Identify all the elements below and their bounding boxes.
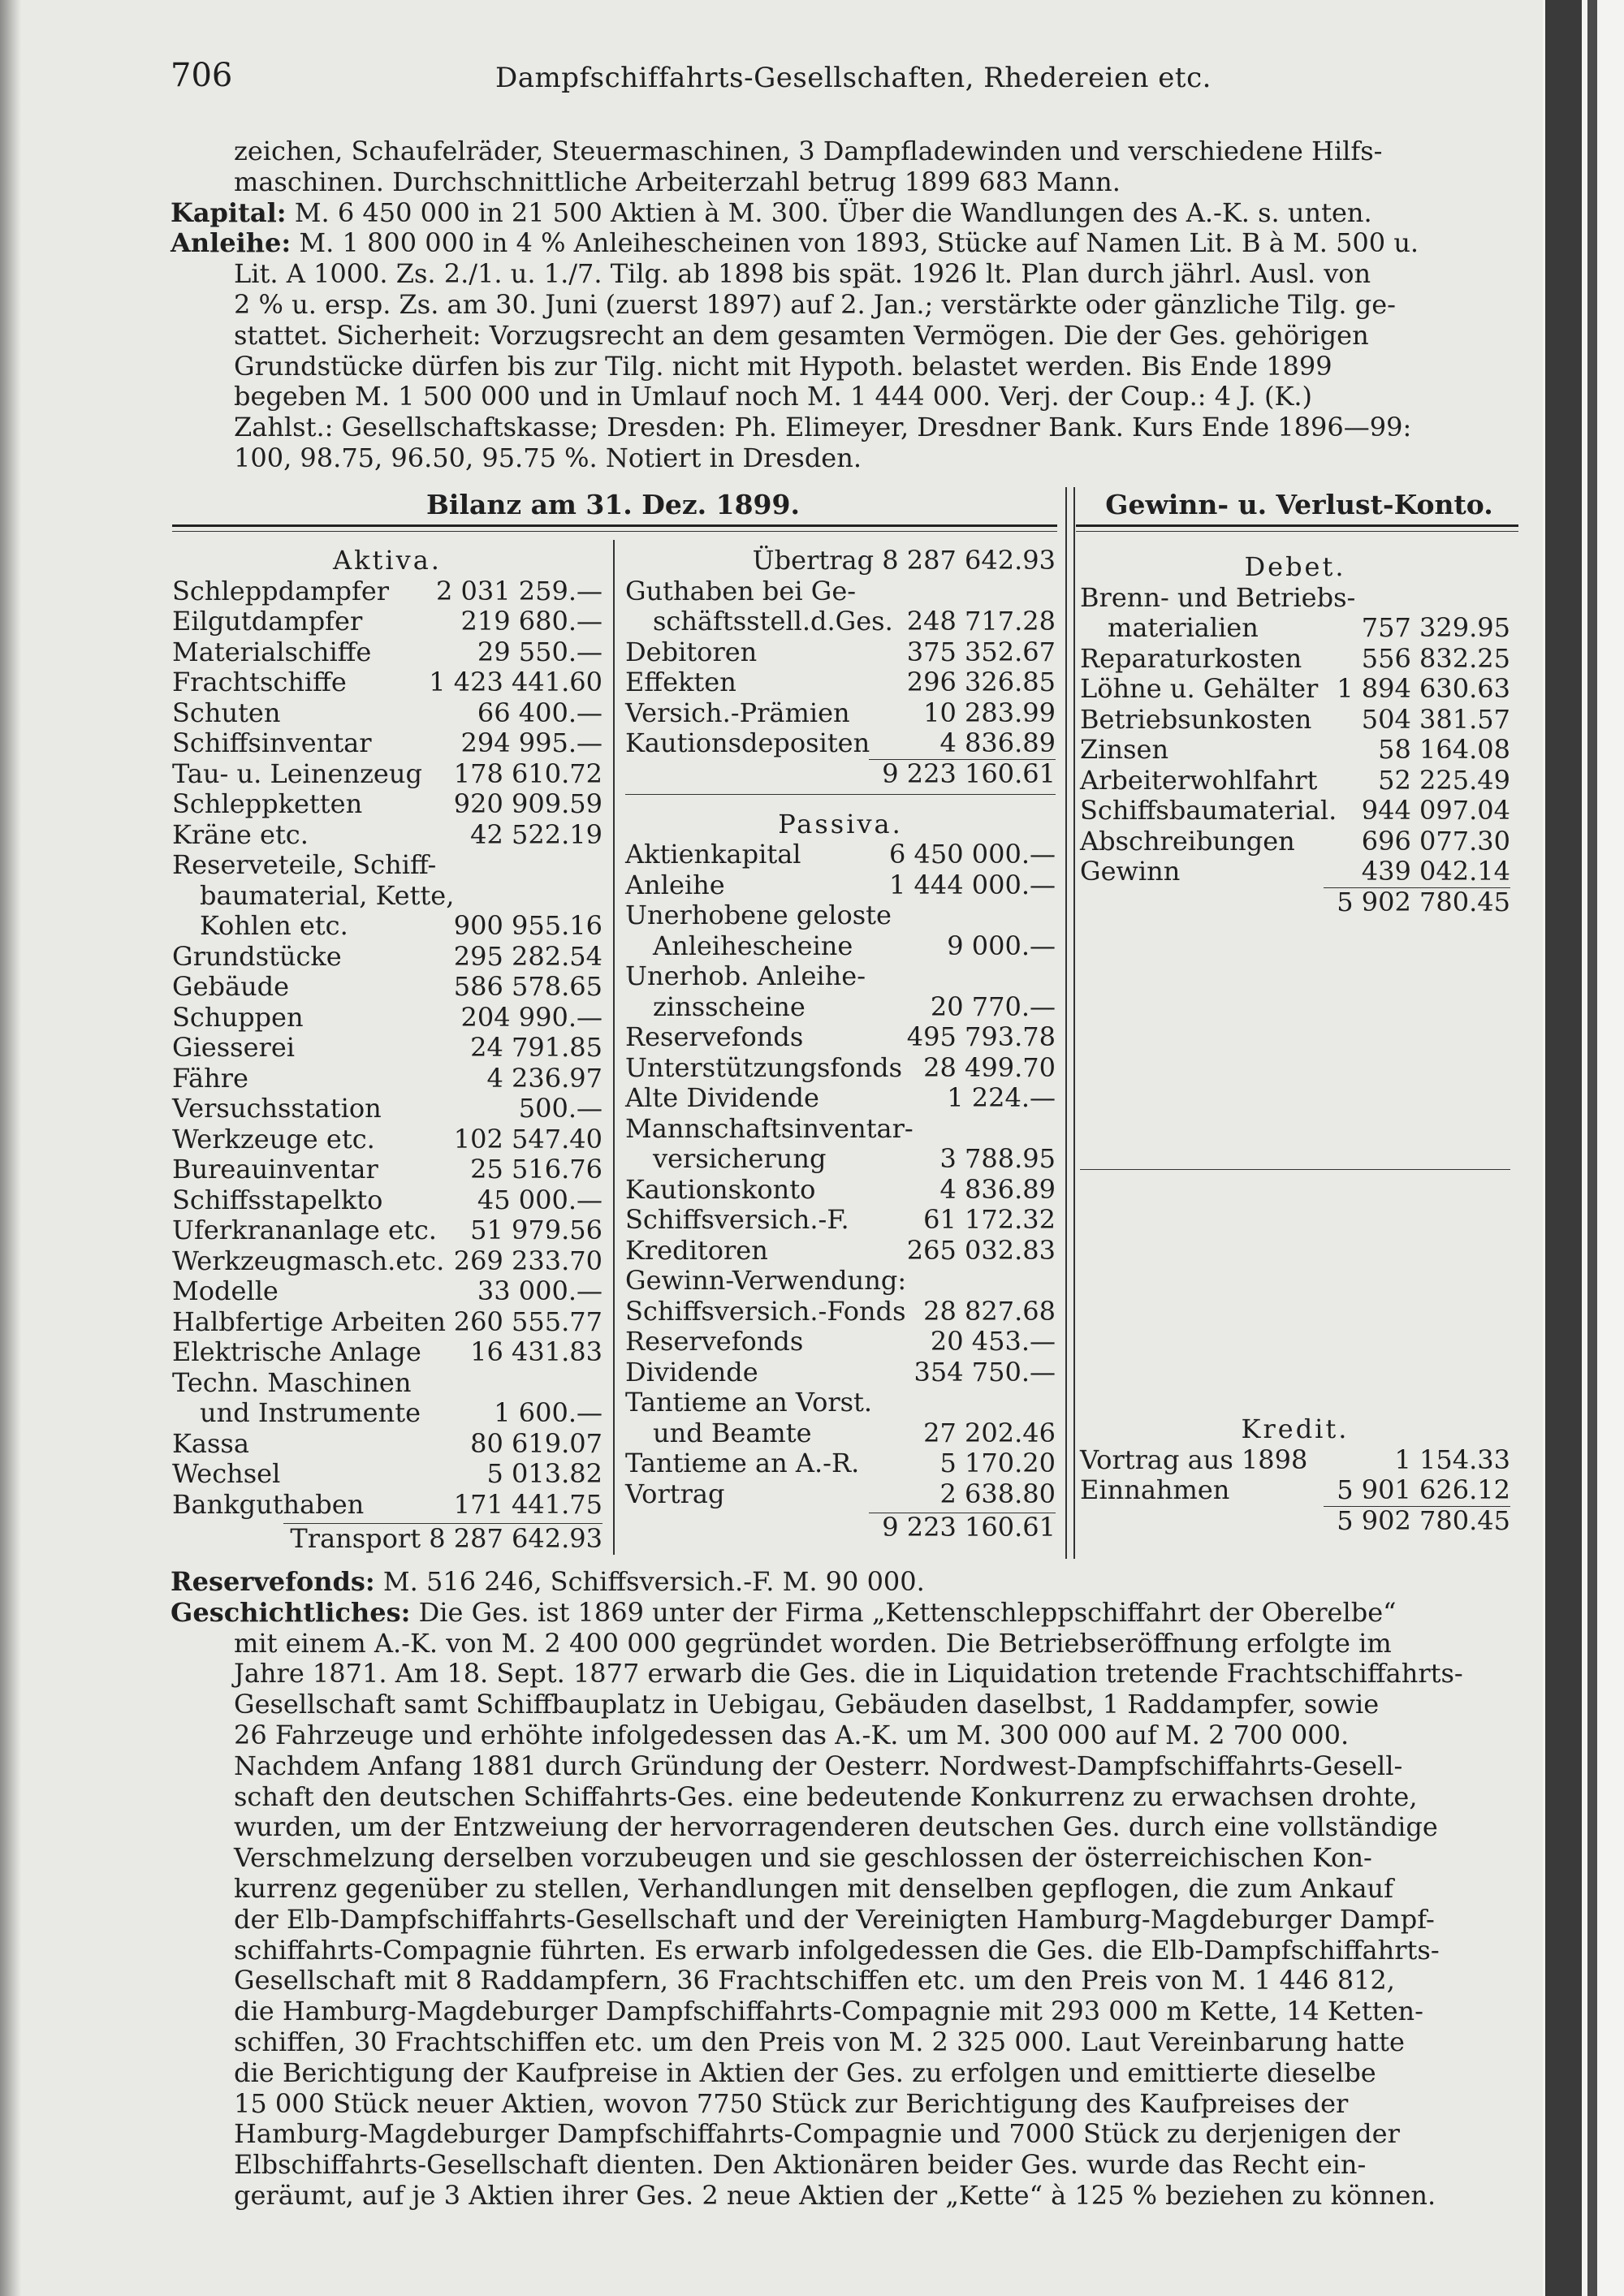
anleihe-text-line: begeben M. 1 500 000 und in Umlauf noch M. 1 444 000. Verj. der Coup.: 4 J. (K.) — [234, 381, 1313, 412]
aktiva-row — [172, 667, 603, 698]
aktiva-row-value: 51 979.56 — [470, 1215, 603, 1245]
aktiva-row — [172, 1154, 603, 1185]
anleihe-text-line: stattet. Sicherheit: Vorzugsrecht an dem gesamten Vermögen. Die der Ges. gehörigen — [234, 319, 1369, 351]
aktiva-row-value: 33 000.— — [477, 1275, 603, 1306]
passiva-row-label: Unerhobene geloste — [625, 900, 892, 930]
guv-title: Gewinn- u. Verlust-Konto. — [1105, 489, 1493, 520]
passiva-row-label: Unerhob. Anleihe- — [625, 960, 866, 991]
aktiva-continuation-rows — [625, 576, 1056, 759]
debet-rows — [1080, 583, 1510, 887]
kredit-row-value: 5 901 626.12 — [1337, 1474, 1510, 1505]
kredit-total-row — [1080, 1506, 1510, 1537]
footer-section — [171, 1567, 1510, 2212]
kapital-text: M. 6 450 000 in 21 500 Aktien à M. 300. Über die Wandlungen des A.-K. s. unten. — [294, 196, 1372, 228]
passiva-row — [625, 1144, 1056, 1175]
aktiva-row-label: baumaterial, Kette, — [200, 879, 455, 911]
guv-column-divider-2 — [1073, 487, 1075, 1559]
geschichte-text-line: die Hamburg-Magdeburger Dampfschiffahrts-Compagnie mit 293 000 m Kette, 14 Ketten- — [234, 1996, 1423, 2027]
aktiva-row-value: 294 995.— — [460, 727, 603, 758]
aktiva-heading: Aktiva. — [333, 545, 442, 576]
aktiva-row-label: Kassa — [172, 1427, 249, 1459]
anleihe-continuation — [171, 259, 1510, 474]
anleihe-label: Anleihe: — [171, 227, 292, 259]
geschichte-text-line: mit einem A.-K. von M. 2 400 000 gegründet worden. Die Betriebseröffnung erfolgte im — [234, 1627, 1392, 1659]
aktiva-row — [172, 1307, 603, 1338]
debet-row — [1080, 735, 1510, 766]
geschichte-text-line: schaft den deutschen Schiffahrts-Ges. eine bedeutende Konkurrenz zu erwachsen drohte, — [234, 1780, 1418, 1812]
aktiva-row-label: Schleppdampfer — [172, 575, 390, 606]
passiva-heading: Passiva. — [778, 808, 903, 839]
intro-line: zeichen, Schaufelräder, Steuermaschinen, 3 Dampfladewinden und verschiedene Hilfs- — [234, 136, 1383, 166]
aktiva-row-value: 269 233.70 — [453, 1245, 603, 1276]
aktiva-row-label: Uferkrananlage etc. — [172, 1215, 437, 1245]
aktiva-cont-row-label: schäftsstell.d.Ges. — [653, 606, 893, 637]
passiva-row — [625, 1022, 1056, 1053]
debet-row-value: 696 077.30 — [1361, 825, 1510, 857]
aktiva-cont-row — [625, 667, 1056, 698]
aktiva-row — [172, 942, 603, 973]
aktiva-row-value: 5 013.82 — [486, 1458, 603, 1489]
passiva-row-value: 28 499.70 — [923, 1051, 1056, 1083]
passiva-row — [625, 900, 1056, 931]
aktiva-cont-row — [625, 606, 1056, 637]
gutter-dark-band-2 — [1587, 0, 1597, 2296]
aktiva-row — [172, 759, 603, 790]
passiva-row-label: Tantieme an Vorst. — [625, 1387, 873, 1418]
passiva-row — [625, 1114, 1056, 1145]
passiva-row-value: 1 224.— — [947, 1082, 1056, 1113]
aktiva-row — [172, 1185, 603, 1216]
passiva-row-value: 3 788.95 — [939, 1143, 1056, 1174]
passiva-row-value: 354 750.— — [914, 1356, 1056, 1388]
passiva-row-value: 9 000.— — [947, 930, 1056, 961]
aktiva-row — [172, 1094, 603, 1124]
aktiva-row — [172, 1246, 603, 1277]
kapital-label: Kapital: — [171, 196, 287, 228]
debet-row — [1080, 796, 1510, 826]
aktiva-cont-row-label: Guthaben bei Ge- — [625, 575, 857, 606]
aktiva-row — [172, 1429, 603, 1460]
aktiva-cont-row-value: 4 836.89 — [939, 727, 1056, 758]
passiva-row — [625, 1357, 1056, 1388]
debet-row — [1080, 674, 1510, 705]
passiva-row-label: Kreditoren — [625, 1234, 768, 1266]
kredit-rows — [1080, 1445, 1510, 1506]
reservefonds-line — [171, 1567, 1510, 1598]
geschichte-text-line: Gesellschaft samt Schiffbauplatz in Uebigau, Gebäuden daselbst, 1 Raddampfer, sowie — [234, 1689, 1380, 1720]
debet-row-label: Löhne u. Gehälter — [1080, 673, 1319, 704]
uebertrag-value: 8 287 642.93 — [882, 545, 1056, 576]
debet-row-label: Schiffsbaumaterial. — [1080, 795, 1337, 826]
aktiva-row-label: Elektrische Anlage — [172, 1336, 421, 1367]
aktiva-cont-row-label: Versich.-Prämien — [625, 697, 850, 728]
aktiva-row — [172, 789, 603, 820]
aktiva-row-label: Schleppketten — [172, 788, 363, 819]
geschichte-text-line: kurrenz gegenüber zu stellen, Verhandlungen mit denselben gepflogen, die zum Ankauf — [234, 1872, 1393, 1904]
passiva-row — [625, 1418, 1056, 1449]
passiva-row — [625, 1083, 1056, 1114]
kredit-row-label: Einnahmen — [1080, 1474, 1230, 1505]
aktiva-row — [172, 698, 603, 729]
aktiva-row — [172, 911, 603, 942]
geschichte-text-line: geräumt, auf je 3 Aktien ihrer Ges. 2 neue Aktien der „Kette“ à 125 % beziehen zu können. — [234, 2179, 1436, 2211]
passiva-rows — [625, 839, 1056, 1509]
passiva-row-label: versicherung — [653, 1143, 827, 1174]
passiva-row-label: zinsscheine — [653, 990, 806, 1022]
anleihe-text-line: 100, 98.75, 96.50, 95.75 %. Notiert in Dresden. — [234, 442, 862, 473]
aktiva-cont-row — [625, 728, 1056, 759]
passiva-row-value: 1 444 000.— — [888, 869, 1056, 900]
aktiva-row-label: Bureauinventar — [172, 1154, 378, 1185]
aktiva-row-value: 500.— — [518, 1093, 603, 1124]
debet-table — [1080, 549, 1510, 917]
debet-row-value: 1 894 630.63 — [1337, 673, 1510, 704]
bilanz-title: Bilanz am 31. Dez. 1899. — [426, 489, 800, 520]
passiva-row-label: Schiffsversich.-Fonds — [625, 1295, 906, 1327]
passiva-total-row — [625, 1513, 1056, 1543]
debet-total: 5 902 780.45 — [1337, 886, 1510, 917]
aktiva-cont-row-label: Debitoren — [625, 636, 758, 667]
aktiva-row — [172, 850, 603, 881]
guv-mid-rule — [1080, 1169, 1510, 1170]
geschichte-text-line: schiffahrts-Compagnie führten. Es erwarb infolgedessen die Ges. die Elb-Dampfschiffahrts- — [234, 1934, 1440, 1966]
passiva-row — [625, 1236, 1056, 1267]
passiva-row-label: Anleihe — [625, 869, 725, 900]
gutter-dark-band — [1545, 0, 1582, 2296]
aktiva-row — [172, 1459, 603, 1490]
aktiva-row — [172, 1490, 603, 1521]
debet-row-label: Betriebsunkosten — [1080, 703, 1312, 735]
passiva-row — [625, 1297, 1056, 1327]
passiva-row-label: und Beamte — [653, 1417, 812, 1448]
geschichte-line — [171, 1598, 1510, 1629]
geschichte-text-line: Elbschiffahrts-Gesellschaft dienten. Den Aktionären beider Ges. wurde das Recht ein- — [234, 2149, 1367, 2181]
geschichte-text-line: Jahre 1871. Am 18. Sept. 1877 erwarb die Ges. die in Liquidation tretende Frachtschiffahrts- — [234, 1658, 1463, 1690]
reservefonds-label: Reservefonds: — [171, 1566, 375, 1597]
anleihe-text-line: Zahlst.: Gesellschaftskasse; Dresden: Ph. Elimeyer, Dresdner Bank. Kurs Ende 1896—99: — [234, 412, 1412, 443]
debet-row — [1080, 644, 1510, 675]
aktiva-row-label: Grundstücke — [172, 940, 342, 972]
aktiva-row-value: 171 441.75 — [453, 1488, 603, 1520]
aktiva-row-value: 4 236.97 — [486, 1062, 603, 1094]
kapital-line — [171, 198, 1510, 229]
aktiva-row — [172, 606, 603, 637]
transport-label: Transport — [290, 1523, 421, 1554]
passiva-row-value: 4 836.89 — [939, 1173, 1056, 1205]
bilanz-title-rule-2 — [172, 531, 1057, 532]
passiva-row — [625, 1388, 1056, 1418]
aktiva-row-label: Reserveteile, Schiff- — [172, 849, 437, 880]
aktiva-row-label: Tau- u. Leinenzeug — [172, 757, 422, 789]
geschichte-text-line: wurden, um der Entzweiung der hervorragenderen deutschen Ges. durch eine vollständige — [234, 1811, 1438, 1843]
aktiva-cont-row-value: 10 283.99 — [923, 697, 1056, 728]
geschichte-text-line: die Berichtigung der Kaufpreise in Aktien der Ges. zu erfolgen und emittierte dieselbe — [234, 2056, 1376, 2088]
page-number: 706 — [171, 57, 233, 94]
aktiva-row-value: 2 031 259.— — [435, 575, 603, 606]
passiva-row — [625, 992, 1056, 1023]
geschichte-text: Die Ges. ist 1869 unter der Firma „Kettenschleppschiffahrt der Oberelbe“ — [418, 1596, 1397, 1628]
aktiva-cont-row — [625, 698, 1056, 729]
aktiva-row — [172, 1398, 603, 1429]
intro-line: maschinen. Durchschnittliche Arbeiterzahl betrug 1899 683 Mann. — [234, 166, 1121, 197]
passiva-row-label: Mannschaftsinventar- — [625, 1112, 914, 1144]
transport-value: 8 287 642.93 — [429, 1523, 603, 1554]
passiva-row — [625, 1053, 1056, 1084]
aktiva-cont-row-label: Kautionsdepositen — [625, 727, 870, 758]
aktiva-row-value: 25 516.76 — [470, 1154, 603, 1185]
aktiva-row-value: 260 555.77 — [453, 1306, 603, 1337]
passiva-row-label: Kautionskonto — [625, 1173, 816, 1205]
passiva-row-value: 5 170.20 — [939, 1448, 1056, 1478]
passiva-row-value: 495 793.78 — [906, 1021, 1056, 1052]
passiva-row — [625, 931, 1056, 962]
uebertrag-row — [625, 546, 1056, 576]
geschichte-label: Geschichtliches: — [171, 1596, 411, 1628]
kredit-row — [1080, 1475, 1510, 1506]
aktiva-row-label: Giesserei — [172, 1032, 295, 1063]
debet-row-label: Zinsen — [1080, 734, 1169, 765]
debet-row — [1080, 613, 1510, 644]
aktiva-row-label: und Instrumente — [200, 1397, 421, 1428]
page-header — [171, 57, 1510, 106]
debet-heading: Debet. — [1244, 551, 1346, 582]
aktiva-row — [172, 881, 603, 912]
geschichte-text-line: Hamburg-Magdeburger Dampfschiffahrts-Compagnie und 7000 Stück zu derjenigen der — [234, 2118, 1400, 2150]
debet-row-value: 439 042.14 — [1361, 856, 1510, 887]
passiva-row-label: Anleihescheine — [653, 930, 853, 961]
aktiva-row-label: Wechsel — [172, 1458, 281, 1489]
aktiva-row-value: 24 791.85 — [470, 1032, 603, 1063]
passiva-row-label: Alte Dividende — [625, 1082, 819, 1113]
aktiva-row-value: 29 550.— — [477, 636, 603, 667]
aktiva-row-label: Techn. Maschinen — [172, 1366, 412, 1398]
reservefonds-text: M. 516 246, Schiffsversich.-F. M. 90 000. — [382, 1566, 925, 1597]
passiva-row — [625, 1266, 1056, 1297]
passiva-row-value: 265 032.83 — [906, 1234, 1056, 1266]
aktiva-row — [172, 1124, 603, 1155]
aktiva-row-label: Materialschiffe — [172, 636, 372, 667]
geschichte-text-line: 15 000 Stück neuer Aktien, wovon 7750 Stück zur Berichtigung des Kaufpreises der — [234, 2087, 1349, 2119]
aktiva-cont-row-value: 248 717.28 — [906, 606, 1056, 637]
passiva-row-value: 20 770.— — [930, 990, 1056, 1022]
aktiva-row-label: Bankguthaben — [172, 1488, 365, 1520]
passiva-row — [625, 1448, 1056, 1479]
debet-row — [1080, 583, 1510, 614]
passiva-row — [625, 961, 1056, 992]
geschichte-continuation — [171, 1629, 1510, 2212]
anleihe-text-line: Grundstücke dürfen bis zur Tilg. nicht mit Hypoth. belastet werden. Bis Ende 1899 — [234, 350, 1332, 382]
aktiva-row-label: Fähre — [172, 1062, 248, 1094]
aktiva-total: 9 223 160.61 — [882, 757, 1056, 789]
geschichte-text-line: Gesellschaft mit 8 Raddampfern, 36 Frachtschiffen etc. um den Preis von M. 1 446 812, — [234, 1965, 1395, 1996]
debet-row-label: Reparaturkosten — [1080, 642, 1302, 674]
passiva-row-value: 20 453.— — [930, 1326, 1056, 1357]
aktiva-row — [172, 820, 603, 851]
passiva-table — [625, 546, 1056, 1543]
aktiva-row-label: Gebäude — [172, 971, 290, 1002]
aktiva-row-value: 920 909.59 — [453, 788, 603, 819]
aktiva-row-label: Schuten — [172, 697, 281, 728]
geschichte-text-line: 26 Fahrzeuge und erhöhte infolgedessen das A.-K. um M. 300 000 auf M. 2 700 000. — [234, 1719, 1350, 1750]
debet-row-label: Abschreibungen — [1080, 825, 1295, 857]
aktiva-row-value: 178 610.72 — [453, 757, 603, 789]
uebertrag-label: Übertrag — [752, 545, 875, 576]
passiva-row-label: Gewinn-Verwendung: — [625, 1265, 907, 1296]
passiva-row-label: Reservefonds — [625, 1326, 804, 1357]
page-edge-shadow — [0, 0, 21, 2296]
aktiva-cont-row — [625, 637, 1056, 668]
debet-row-label: Gewinn — [1080, 856, 1181, 887]
aktiva-rows — [172, 576, 603, 1521]
debet-row-value: 757 329.95 — [1361, 612, 1510, 643]
aktiva-cont-row — [625, 576, 1056, 607]
debet-row — [1080, 857, 1510, 887]
kredit-row — [1080, 1445, 1510, 1476]
anleihe-text-line: Lit. A 1000. Zs. 2./1. u. 1./7. Tilg. ab 1898 bis spät. 1926 lt. Plan durch jährl. Ausl. von — [234, 258, 1371, 290]
aktiva-row-label: Schiffsstapelkto — [172, 1184, 383, 1215]
anleihe-text: M. 1 800 000 in 4 % Anleihescheinen von 1893, Stücke auf Namen Lit. B à M. 500 u. — [299, 227, 1419, 259]
guv-title-rule — [1076, 524, 1518, 527]
aktiva-row — [172, 1276, 603, 1307]
passiva-row-value: 28 827.68 — [923, 1295, 1056, 1327]
aktiva-cont-row-value: 296 326.85 — [906, 667, 1056, 697]
aktiva-row-label: Modelle — [172, 1275, 279, 1306]
aktiva-row-value: 1 423 441.60 — [429, 667, 603, 697]
debet-row — [1080, 705, 1510, 736]
aktiva-row-value: 586 578.65 — [453, 971, 603, 1002]
aktiva-row — [172, 1337, 603, 1368]
passiva-row-label: Reservefonds — [625, 1021, 804, 1052]
kredit-table — [1080, 1414, 1510, 1536]
guv-title-rule-2 — [1076, 531, 1518, 532]
kredit-heading: Kredit. — [1241, 1413, 1350, 1444]
passiva-row — [625, 870, 1056, 901]
geschichte-text-line: Nachdem Anfang 1881 durch Gründung der Oesterr. Nordwest-Dampfschiffahrts-Gesell- — [234, 1750, 1403, 1781]
anleihe-text-line: 2 % u. ersp. Zs. am 30. Juni (zuerst 1897) auf 2. Jan.; verstärkte oder gänzliche Tilg. ge- — [234, 288, 1396, 320]
passiva-row — [625, 1175, 1056, 1206]
aktiva-row-label: Kohlen etc. — [200, 910, 348, 941]
passiva-row-label: Dividende — [625, 1356, 758, 1388]
passiva-row — [625, 1479, 1056, 1510]
aktiva-row-value: 1 600.— — [494, 1397, 603, 1428]
kredit-row-label: Vortrag aus 1898 — [1080, 1444, 1308, 1475]
passiva-row — [625, 1327, 1056, 1357]
debet-row-value: 556 832.25 — [1361, 642, 1510, 674]
aktiva-row-value: 66 400.— — [477, 697, 603, 728]
debet-row — [1080, 826, 1510, 857]
passiva-row-value: 2 638.80 — [939, 1478, 1056, 1509]
aktiva-row-value: 42 522.19 — [470, 818, 603, 850]
aktiva-row-value: 219 680.— — [460, 606, 603, 637]
passiva-row — [625, 839, 1056, 870]
passiva-row-label: Vortrag — [625, 1478, 725, 1509]
debet-row-value: 504 381.57 — [1361, 703, 1510, 735]
passiva-row — [625, 1205, 1056, 1236]
aktiva-row — [172, 1003, 603, 1034]
bilanz-column-divider — [613, 540, 615, 1555]
aktiva-row — [172, 972, 603, 1003]
aktiva-row-value: 16 431.83 — [470, 1336, 603, 1367]
passiva-row-label: Unterstützungsfonds — [625, 1051, 903, 1083]
aktiva-row — [172, 576, 603, 607]
aktiva-row-label: Schuppen — [172, 1001, 304, 1033]
debet-row-value: 58 164.08 — [1378, 734, 1510, 765]
aktiva-row-value: 80 619.07 — [470, 1427, 603, 1459]
aktiva-row — [172, 1033, 603, 1064]
debet-row-value: 944 097.04 — [1361, 795, 1510, 826]
passiva-total: 9 223 160.61 — [882, 1512, 1056, 1543]
passiva-row-value: 61 172.32 — [923, 1204, 1056, 1235]
aktiva-row — [172, 728, 603, 759]
aktiva-row-value: 102 547.40 — [453, 1123, 603, 1154]
aktiva-row-label: Werkzeugmasch.etc. — [172, 1245, 445, 1276]
aktiva-row — [172, 1368, 603, 1399]
aktiva-row-label: Halbfertige Arbeiten — [172, 1306, 446, 1337]
passiva-row-value: 27 202.46 — [923, 1417, 1056, 1448]
aktiva-row-label: Werkzeuge etc. — [172, 1123, 375, 1154]
passiva-row-label: Aktienkapital — [625, 839, 801, 870]
aktiva-table — [172, 546, 603, 1554]
aktiva-row-label: Eilgutdampfer — [172, 606, 363, 637]
passiva-row-label: Tantieme an A.-R. — [625, 1448, 860, 1478]
geschichte-text-line: Verschmelzung derselben vorzubeugen und sie geschlossen der österreichischen Kon- — [234, 1842, 1372, 1874]
running-title: Dampfschiffahrts-Gesellschaften, Rhedereien etc. — [495, 62, 1212, 94]
aktiva-total-row — [625, 759, 1056, 790]
intro-section — [171, 136, 1510, 474]
aktiva-cont-row-value: 375 352.67 — [906, 636, 1056, 667]
debet-row-label: Arbeiterwohlfahrt — [1080, 764, 1318, 796]
debet-total-row — [1080, 887, 1510, 918]
debet-row-value: 52 225.49 — [1378, 764, 1510, 796]
aktiva-row-label: Frachtschiffe — [172, 667, 347, 697]
aktiva-row-value: 204 990.— — [460, 1001, 603, 1033]
aktiva-row — [172, 637, 603, 668]
geschichte-text-line: der Elb-Dampfschiffahrts-Gesellschaft und der Vereinigten Hamburg-Magdeburger Dampf- — [234, 1903, 1435, 1935]
debet-row — [1080, 766, 1510, 796]
passiva-row-label: Schiffsversich.-F. — [625, 1204, 849, 1235]
aktiva-row — [172, 1064, 603, 1094]
aktiva-row — [172, 1215, 603, 1246]
aktiva-row-value: 295 282.54 — [453, 940, 603, 972]
aktiva-row-label: Versuchsstation — [172, 1093, 382, 1124]
geschichte-text-line: schiffen, 30 Frachtschiffen etc. um den Preis von M. 2 325 000. Laut Vereinbarung hatte — [234, 2026, 1405, 2057]
bilanz-title-rule — [172, 524, 1057, 527]
aktiva-cont-row-label: Effekten — [625, 667, 736, 697]
guv-column-divider — [1065, 487, 1067, 1559]
aktiva-row-value: 45 000.— — [477, 1184, 603, 1215]
transport-row — [172, 1523, 603, 1554]
passiva-row-value: 6 450 000.— — [888, 839, 1056, 870]
aktiva-row-label: Kräne etc. — [172, 818, 309, 850]
kredit-row-value: 1 154.33 — [1394, 1444, 1510, 1475]
aktiva-row-value: 900 955.16 — [453, 910, 603, 941]
debet-row-label: materialien — [1108, 612, 1259, 643]
debet-row-label: Brenn- und Betriebs- — [1080, 581, 1356, 613]
kredit-total: 5 902 780.45 — [1337, 1504, 1510, 1536]
aktiva-row-label: Schiffsinventar — [172, 727, 372, 758]
anleihe-line — [171, 228, 1510, 259]
